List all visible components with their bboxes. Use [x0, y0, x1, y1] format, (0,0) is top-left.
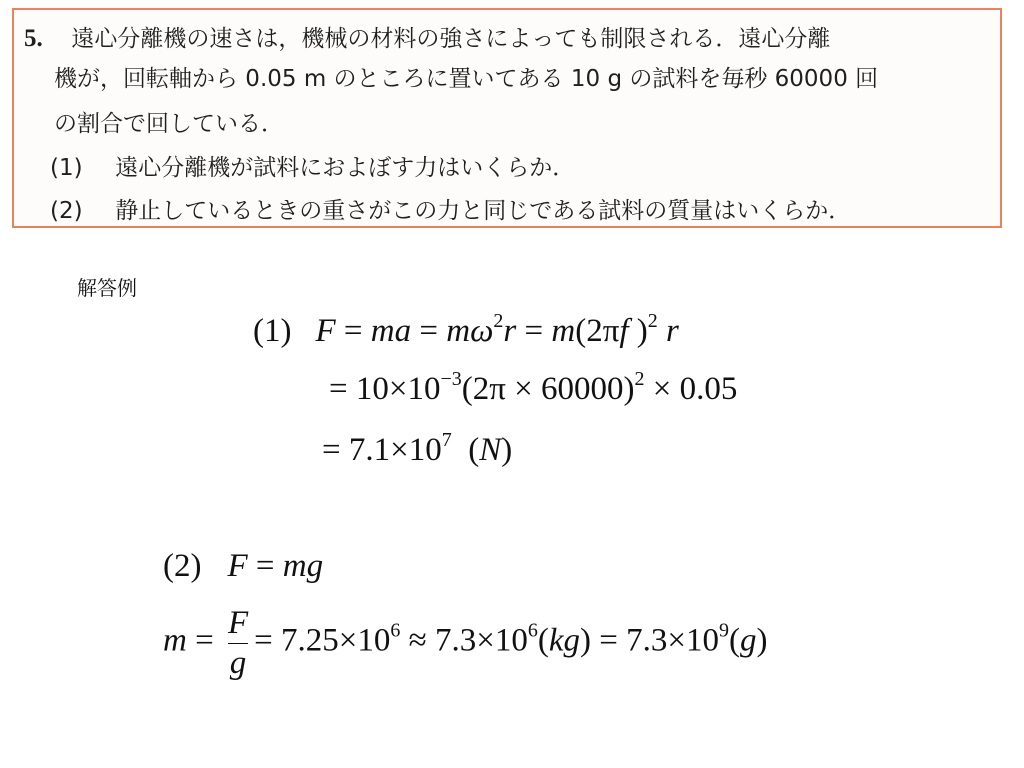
- answer-1-line-2: [329, 368, 738, 407]
- problem-number: 5.: [24, 25, 43, 52]
- answer-1-line-3: [322, 429, 513, 468]
- equals-sign: =: [516, 313, 552, 349]
- paren-close: ): [580, 622, 592, 659]
- frequency-symbol: f: [619, 313, 629, 349]
- problem-text-line-2: 機が，回転軸から 0.05 m のところに置いてある 10 g の試料を毎秒 60000 回: [54, 66, 879, 92]
- fraction-denominator: g: [229, 644, 247, 681]
- fraction-numerator: F: [227, 605, 249, 641]
- equation-segment: = 7.3×10: [591, 622, 719, 659]
- paren-close: ): [501, 432, 513, 468]
- answer-1-label: (1): [253, 313, 292, 349]
- equals-sign: =: [335, 313, 371, 349]
- exponent: 2: [647, 310, 658, 332]
- exponent: 6: [527, 619, 538, 642]
- question-2-label: (2): [50, 198, 83, 224]
- problem-box: [12, 8, 1002, 228]
- unit-kilogram: kg: [548, 622, 581, 659]
- answer-title: 解答例: [77, 276, 137, 300]
- answer-2-label: (2): [163, 548, 202, 584]
- force-symbol: F: [227, 548, 248, 584]
- answer-2-line-2: [163, 606, 768, 680]
- mass-symbol: m: [163, 622, 187, 659]
- equals-sign: =: [247, 548, 283, 584]
- fraction-bar: [228, 643, 248, 644]
- exponent: 9: [719, 619, 729, 642]
- problem-first-line: [24, 26, 830, 51]
- force-symbol: F: [315, 313, 336, 349]
- exponent: 7: [441, 429, 452, 451]
- answer-1-line-1: [253, 310, 679, 349]
- omega-symbol: ω: [470, 313, 494, 349]
- unit-newton: N: [479, 432, 502, 468]
- question-1-text: 遠心分離機が試料におよぼす力はいくらか．: [115, 155, 576, 181]
- paren-open: (: [729, 622, 740, 659]
- problem-text-line-1: 遠心分離機の速さは，機械の材料の強さによっても制限される．遠心分離: [71, 26, 831, 52]
- exponent: 2: [493, 310, 504, 332]
- paren-open: (2π: [575, 313, 620, 349]
- exponent: 6: [390, 619, 401, 642]
- question-2-text: 静止しているときの重さがこの力と同じである試料の質量はいくらか．: [115, 198, 852, 224]
- radius-symbol: r: [503, 313, 517, 349]
- fraction: [228, 606, 248, 680]
- equals-sign: =: [186, 622, 222, 659]
- equation-segment: = 10×10: [329, 371, 441, 407]
- radius-symbol: r: [657, 313, 679, 349]
- paren-close: ): [628, 313, 648, 349]
- exponent: 2: [634, 368, 645, 390]
- mass-symbol: m: [370, 313, 395, 349]
- equals-sign: =: [411, 313, 447, 349]
- equation-segment: (2π × 60000): [461, 371, 635, 407]
- acceleration-symbol: a: [394, 313, 412, 349]
- equation-segment: ≈ 7.3×10: [400, 622, 528, 659]
- answer-2-line-1: [163, 550, 323, 583]
- paren-close: ): [756, 622, 768, 659]
- question-1: [50, 157, 575, 180]
- question-1-label: (1): [50, 155, 83, 181]
- problem-text-line-3: の割合で回している．: [54, 111, 284, 137]
- paren-open: (: [451, 432, 480, 468]
- mass-symbol: m: [551, 313, 576, 349]
- paren-open: (: [537, 622, 549, 659]
- mass-symbol: m: [446, 313, 471, 349]
- gravity-symbol: g: [306, 548, 324, 584]
- exponent: −3: [440, 368, 462, 390]
- unit-gram: g: [740, 622, 757, 659]
- mass-symbol: m: [282, 548, 307, 584]
- equation-segment: × 0.05: [644, 371, 738, 407]
- question-2: [50, 200, 851, 223]
- equation-segment: = 7.1×10: [322, 432, 442, 468]
- equation-segment: = 7.25×10: [254, 622, 391, 659]
